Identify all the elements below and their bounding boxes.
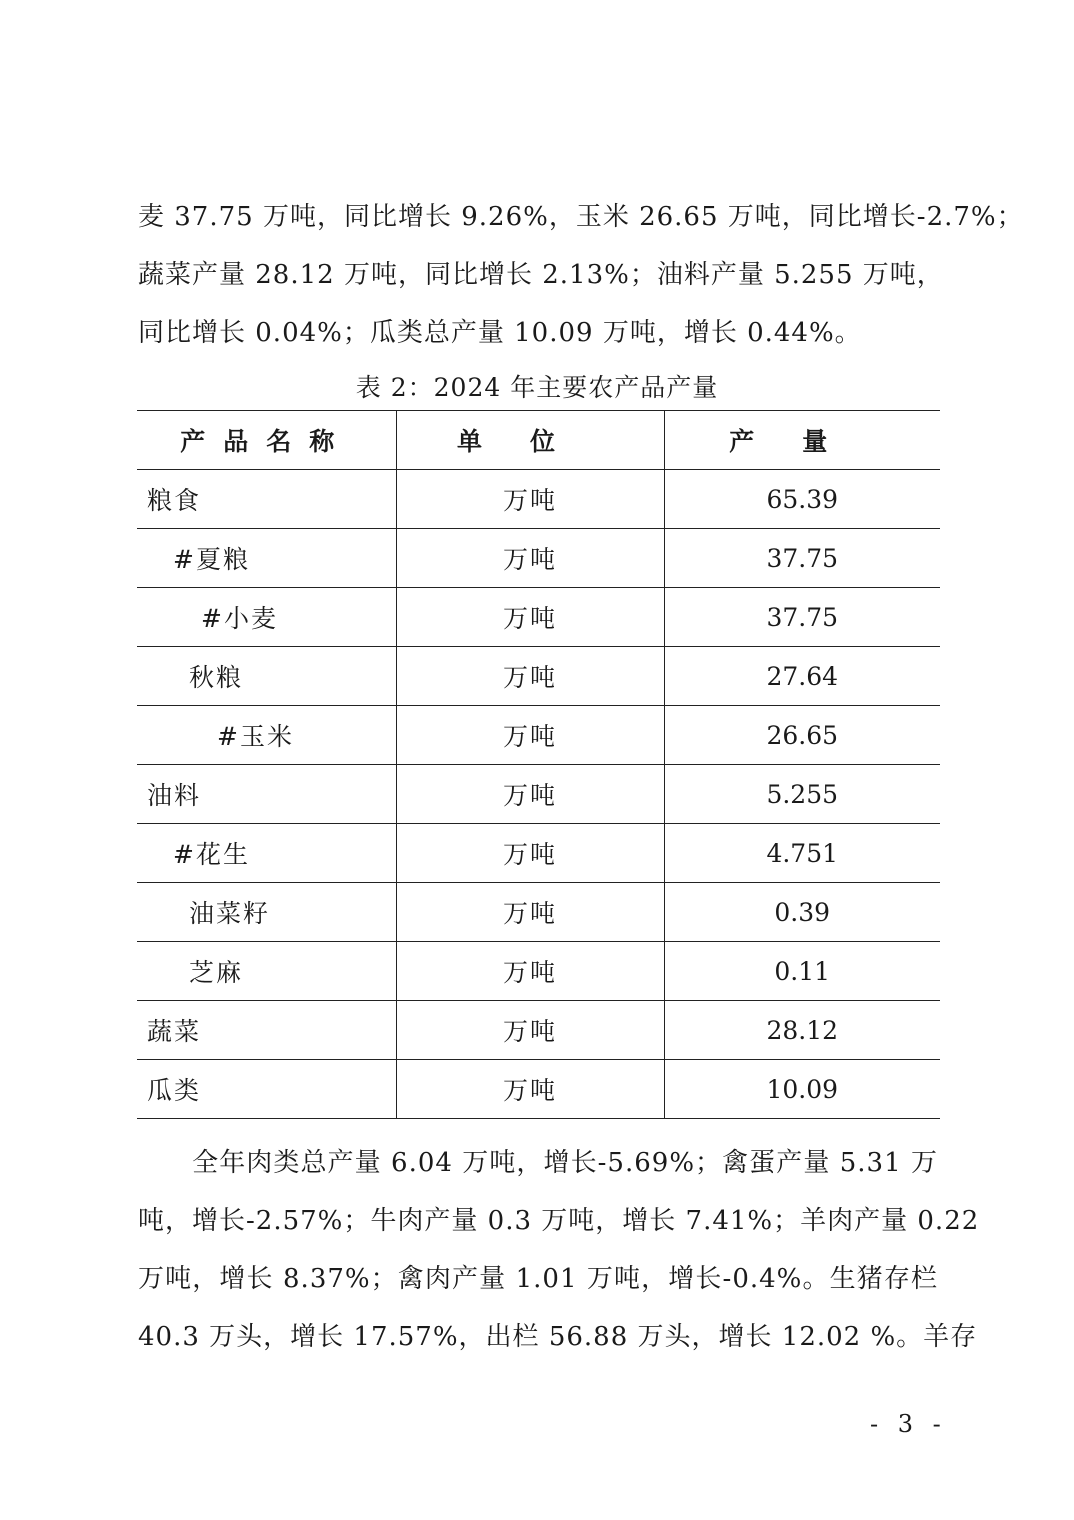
production-table xyxy=(137,410,940,1119)
cell-product-name: 粮食 xyxy=(137,470,396,529)
cell-output: 4.751 xyxy=(664,824,940,883)
cell-product-name: 秋粮 xyxy=(137,647,396,706)
cell-product-name: #花生 xyxy=(137,824,396,883)
paragraph-line: 麦 37.75 万吨，同比增长 9.26%，玉米 26.65 万吨，同比增长-2.7%； xyxy=(138,202,1024,232)
cell-product-name: 蔬菜 xyxy=(137,1001,396,1060)
cell-unit: 万吨 xyxy=(396,706,664,765)
cell-product-name: 油菜籽 xyxy=(137,883,396,942)
paragraph-line: 同比增长 0.04%；瓜类总产量 10.09 万吨，增长 0.44%。 xyxy=(138,318,862,348)
table-row xyxy=(137,765,940,824)
cell-output: 37.75 xyxy=(664,588,940,647)
cell-product-name: #小麦 xyxy=(137,588,396,647)
cell-unit: 万吨 xyxy=(396,647,664,706)
cell-unit: 万吨 xyxy=(396,765,664,824)
cell-unit: 万吨 xyxy=(396,942,664,1001)
cell-unit: 万吨 xyxy=(396,588,664,647)
header-output: 产量 xyxy=(664,411,940,470)
table-row xyxy=(137,470,940,529)
cell-unit: 万吨 xyxy=(396,883,664,942)
cell-output: 5.255 xyxy=(664,765,940,824)
cell-output: 65.39 xyxy=(664,470,940,529)
cell-unit: 万吨 xyxy=(396,470,664,529)
paragraph-top xyxy=(138,188,1024,362)
table-row xyxy=(137,588,940,647)
table-row xyxy=(137,706,940,765)
cell-output: 37.75 xyxy=(664,529,940,588)
table-caption: 表 2：2024 年主要农产品产量 xyxy=(355,373,719,402)
cell-output: 27.64 xyxy=(664,647,940,706)
table-row xyxy=(137,883,940,942)
cell-unit: 万吨 xyxy=(396,824,664,883)
paragraph-line: 万吨，增长 8.37%；禽肉产量 1.01 万吨，增长-0.4%。生猪存栏 xyxy=(138,1264,938,1294)
table-row xyxy=(137,942,940,1001)
header-unit: 单位 xyxy=(396,411,664,470)
cell-product-name: #夏粮 xyxy=(137,529,396,588)
cell-output: 10.09 xyxy=(664,1060,940,1119)
paragraph-line: 全年肉类总产量 6.04 万吨，增长-5.69%；禽蛋产量 5.31 万 xyxy=(138,1148,938,1178)
page-number: - 3 - xyxy=(870,1410,947,1438)
cell-output: 0.39 xyxy=(664,883,940,942)
paragraph-line: 蔬菜产量 28.12 万吨，同比增长 2.13%；油料产量 5.255 万吨， xyxy=(138,260,944,290)
cell-output: 0.11 xyxy=(664,942,940,1001)
cell-unit: 万吨 xyxy=(396,529,664,588)
cell-product-name: 芝麻 xyxy=(137,942,396,1001)
paragraph-bottom xyxy=(138,1134,980,1366)
header-product-name: 产品名称 xyxy=(137,411,396,470)
cell-unit: 万吨 xyxy=(396,1001,664,1060)
table-row xyxy=(137,647,940,706)
table-header-row xyxy=(137,411,940,470)
table-row xyxy=(137,529,940,588)
cell-product-name: 油料 xyxy=(137,765,396,824)
table-row xyxy=(137,824,940,883)
paragraph-line: 吨，增长-2.57%；牛肉产量 0.3 万吨，增长 7.41%；羊肉产量 0.22 xyxy=(138,1206,980,1236)
cell-product-name: #玉米 xyxy=(137,706,396,765)
cell-product-name: 瓜类 xyxy=(137,1060,396,1119)
cell-output: 26.65 xyxy=(664,706,940,765)
paragraph-line: 40.3 万头，增长 17.57%，出栏 56.88 万头，增长 12.02 %。羊存 xyxy=(138,1322,978,1352)
cell-unit: 万吨 xyxy=(396,1060,664,1119)
table-row xyxy=(137,1060,940,1119)
cell-output: 28.12 xyxy=(664,1001,940,1060)
table-row xyxy=(137,1001,940,1060)
